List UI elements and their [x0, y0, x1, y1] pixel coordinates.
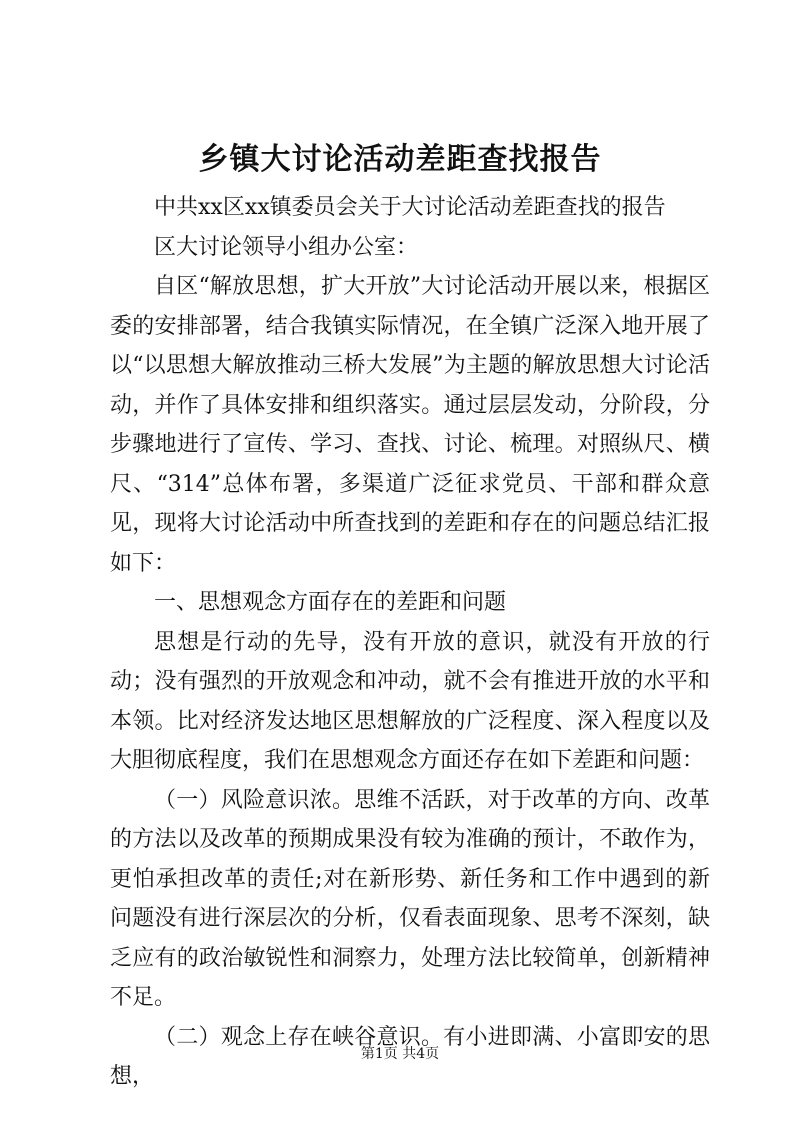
- body-paragraph: 思想是行动的先导，没有开放的意识，就没有开放的行动；没有强烈的开放观念和冲动，就不会有推进开放的水平和本领。比对经济发达地区思想解放的广泛程度、深入程度以及大胆彻底程度，我们在思想观念方面还存在如下差距和问题：: [110, 629, 710, 773]
- document-title: 乡镇大讨论活动差距查找报告: [198, 142, 602, 177]
- document-body: [110, 188, 710, 1097]
- section-heading: 一、思想观念方面存在的差距和问题: [154, 590, 507, 615]
- body-paragraph: （二）观念上存在峡谷意识。有小进即满、小富即安的思想，: [110, 1024, 710, 1089]
- recipient-line: 区大讨论领导小组办公室：: [154, 234, 419, 260]
- page-number-footer: 第1页 共4页: [360, 1046, 440, 1062]
- intro-paragraph: 自区“解放思想，扩大开放”大讨论活动开展以来，根据区委的安排部署，结合我镇实际情况，在全镇广泛深入地开展了以“以思想大解放推动三桥大发展”为主题的解放思想大讨论活动，并作了具体安排和组织落实。通过层层发动，分阶段，分步骤地进行了宣传、学习、查找、讨论、梳理。对照纵尺、横尺、“314”总体布署，多渠道广泛征求党员、干部和群众意见，现将大讨论活动中所查找到的差距和存在的问题总结汇报如下：: [110, 274, 710, 576]
- body-paragraph: （一）风险意识浓。思维不活跃，对于改革的方向、改革的方法以及改革的预期成果没有较为准确的预计，不敢作为，更怕承担改革的责任;对在新形势、新任务和工作中遇到的新问题没有进行深层次的分析，仅看表面现象、思考不深刻，缺乏应有的政治敏锐性和洞察力，处理方法比较简单，创新精神不足。: [110, 787, 710, 1010]
- report-heading-line: 中共xx区xx镇委员会关于大讨论活动差距查找的报告: [154, 195, 666, 220]
